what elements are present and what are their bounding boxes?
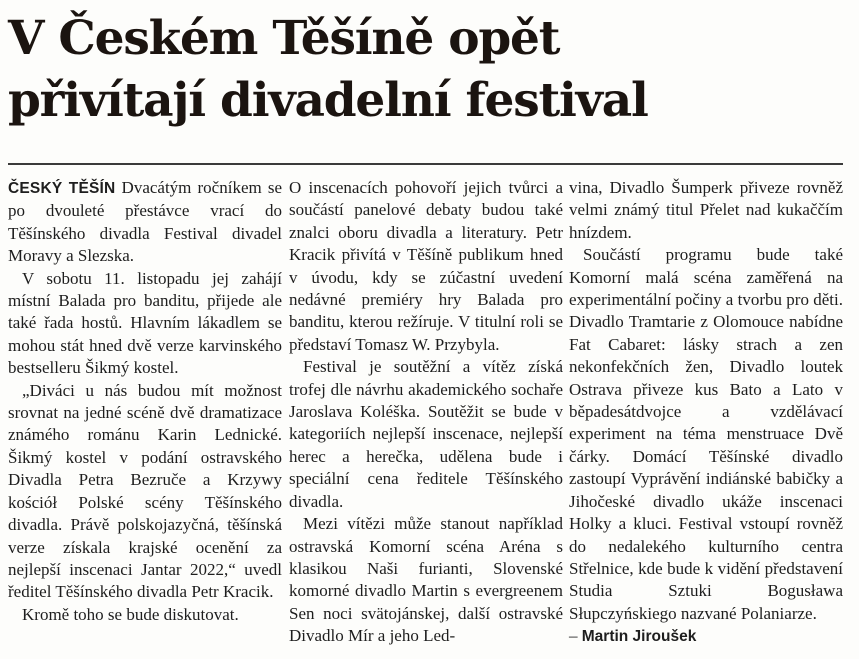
paragraph-continued: vina, Divadlo Šumperk přiveze rovněž velmi známý titul Přelet nad kukaččím hnízdem. [569,178,843,242]
headline-line-1: V Českém Těšíně opět [8,11,560,66]
article-column-3 [569,177,843,649]
headline-rule [8,163,843,165]
dateline: ČESKÝ TĚŠÍN [8,180,116,197]
paragraph: Mezi vítězi může stanout například ostravská Komorní scéna Aréna s klasikou Naši furianti, Slovenské komorné divadlo Martin s evergreenem Sen noci svätojánskej, další ostravské Divadlo Mír a jeho Led- [289,514,563,646]
byline [569,625,843,648]
headline [8,8,848,132]
lead-text: Dvacátým ročníkem se po dvouleté přestávce vrací do Těšínského divadla Festival divadel Moravy a Slezska. [8,178,282,266]
paragraph: Festival je soutěžní a vítěz získá trofej dle návrhu akademického sochaře Jaroslava Koléška. Soutěžit se bude v kategoriích nejlepší inscenace, nejlepší herec a herečka, udělena bude i speciální cena ředitele Těšínského divadla. [289,357,563,511]
article-column-1 [8,177,282,626]
paragraph-continued: O inscenacích pohovoří jejich tvůrci a součástí panelové debaty budou také znalci oboru divadla a literatury. Petr Kracik přivítá v Těšíně publikum hned v úvodu, kdy se zúčastní uvedení nedávné premiéry hry Balada pro banditu, kterou režíruje. V titulní roli se představí Tomasz W. Przybyla. [289,178,563,354]
lead-paragraph [8,177,282,268]
paragraph: Součástí programu bude také Komorní malá scéna zaměřená na experimentální počiny a tvorbu pro děti. Divadlo Tramtarie z Olomouce nabídne Fat Cabaret: lásky strach a zen nekonfekčních žen, Divadlo loutek Ostrava přiveze kus Bato a Lato v běpadesátdvojce a vzdělávací experiment na téma menstruace Dvě čárky. Domácí Těšínské divadlo zastoupí Vyprávění indiánské babičky a Jihočeské divadlo ukáže inscenaci Holky a kluci. Festival vstoupí rovněž do nedalekého kulturního centra Střelnice, kde bude k vidění představení Studia Sztuki Bogusława Słupczyńskiego nazvané Polaniarze. [569,245,843,623]
quote-paragraph: „Diváci u nás budou mít možnost srovnat na jedné scéně dvě dramatizace známého románu Karin Lednické. Šikmý kostel v podání ostravského Divadla Petra Bezruče a Krzywy kościół Polské scény Těšínského divadla. Právě polskojazyčná, těšínská verze získala krajské ocenění za nejlepší inscenaci Jantar 2022,“ uvedl ředitel Těšínského divadla Petr Kracik. [8,380,282,602]
paragraph: Kromě toho se bude diskutovat. [22,604,239,624]
paragraph: V sobotu 11. listopadu jej zahájí místní Balada pro banditu, přijede ale také řada hostů. Hlavním lákadlem se mohou stát hned dvě verze karvinského bestselleru Šikmý kostel. [8,268,282,378]
byline-dash: – [569,626,582,646]
headline-line-2: přivítají divadelní festival [8,73,648,128]
article-column-2 [289,177,563,648]
author-name: Martin Jiroušek [581,628,697,646]
